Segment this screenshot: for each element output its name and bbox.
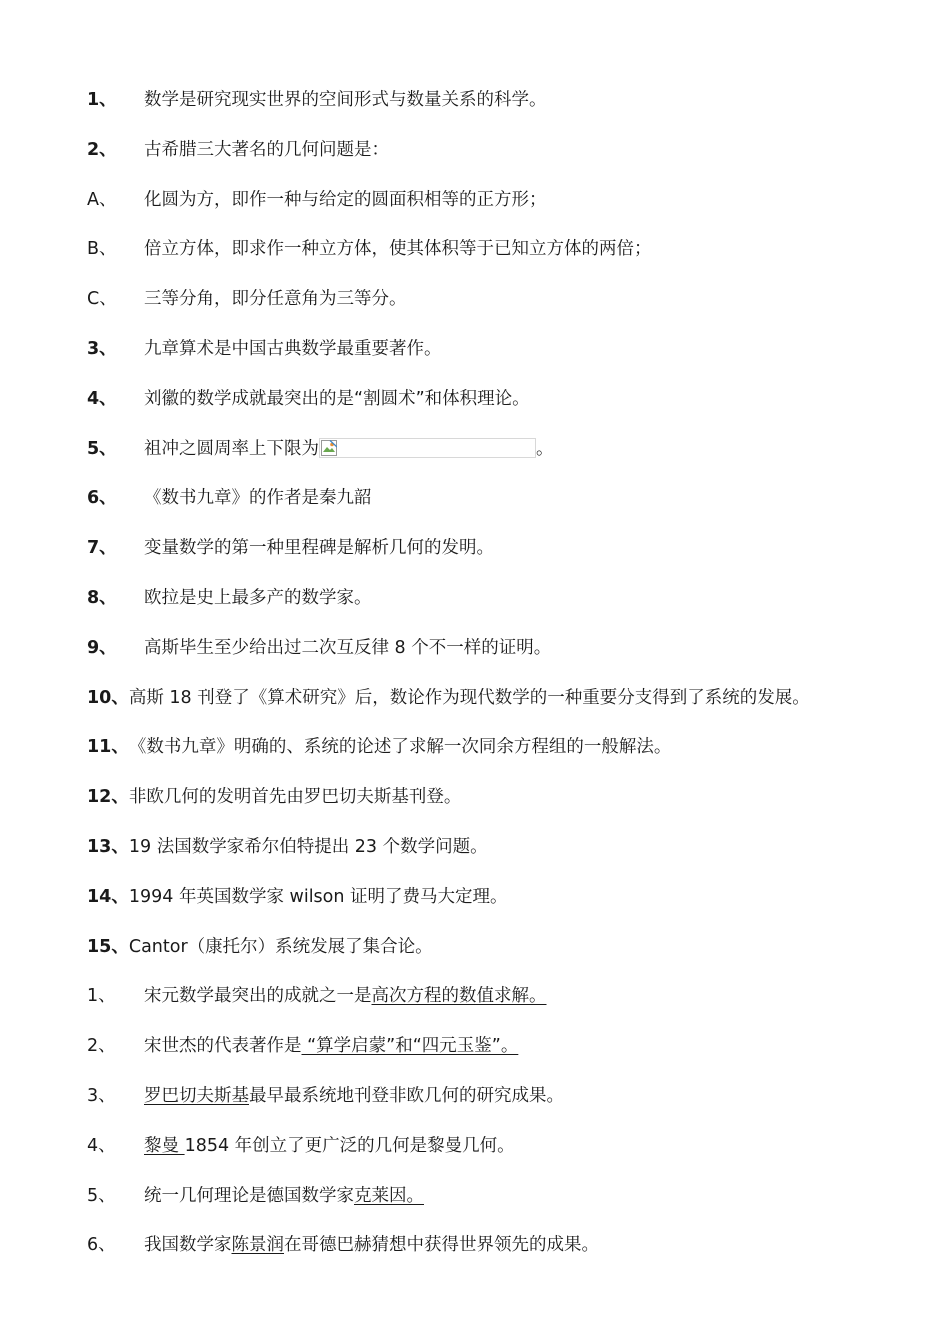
item-number: 2、 xyxy=(87,1036,116,1057)
item-text: 欧拉是史上最多产的数学家。 xyxy=(144,587,372,608)
list-item xyxy=(87,182,927,232)
list-item xyxy=(87,1028,927,1078)
item-text: 高斯 18 刊登了《算术研究》后，数论作为现代数学的一种重要分支得到了系统的发展。 xyxy=(128,687,810,708)
item-number: 5、 xyxy=(87,1185,116,1206)
item-number: 5、 xyxy=(87,438,117,459)
item-text: 1854 年创立了更广泛的几何是黎曼几何。 xyxy=(184,1135,515,1156)
item-text: Cantor（康托尔）系统发展了集合论。 xyxy=(128,936,433,957)
item-text: 最早最系统地刊登非欧几何的研究成果。 xyxy=(249,1085,564,1106)
list-item xyxy=(87,1227,927,1277)
item-text: 古希腊三大著名的几何问题是： xyxy=(144,139,389,160)
item-text: 。 xyxy=(536,438,554,459)
list-item xyxy=(87,630,927,680)
list-item xyxy=(87,480,927,530)
underlined-answer: “算学启蒙”和“四元玉鉴”。 xyxy=(301,1036,519,1057)
item-text: 化圆为方，即作一种与给定的圆面积相等的正方形； xyxy=(144,189,547,210)
item-text: 统一几何理论是德国数学家 xyxy=(144,1185,354,1206)
item-text: 《数书九章》明确的、系统的论述了求解一次同余方程组的一般解法。 xyxy=(128,737,672,758)
item-number: 10、 xyxy=(87,687,129,708)
item-number: 9、 xyxy=(87,637,117,658)
item-text: 1994 年英国数学家 wilson 证明了费马大定理。 xyxy=(128,886,508,907)
item-text: 数学是研究现实世界的空间形式与数量关系的科学。 xyxy=(144,90,547,110)
item-number: B、 xyxy=(87,239,117,260)
item-number: 12、 xyxy=(87,787,129,808)
list-item xyxy=(87,729,927,779)
item-text: 变量数学的第一种里程碑是解析几何的发明。 xyxy=(144,538,494,559)
document-body xyxy=(87,82,927,1277)
formula-image xyxy=(319,438,536,458)
list-item xyxy=(87,879,927,929)
item-number: 4、 xyxy=(87,388,117,409)
item-number: 11、 xyxy=(87,737,129,758)
item-number: 15、 xyxy=(87,936,129,957)
item-text: 倍立方体，即求作一种立方体，使其体积等于已知立方体的两倍； xyxy=(144,239,652,260)
list-item xyxy=(87,680,927,730)
item-number: 1、 xyxy=(87,986,116,1007)
item-text: 《数书九章》的作者是秦九韶 xyxy=(144,488,372,509)
item-text: 在哥德巴赫猜想中获得世界领先的成果。 xyxy=(284,1235,599,1256)
list-item xyxy=(87,829,927,879)
list-item xyxy=(87,1178,927,1228)
underlined-answer: 高次方程的数值求解。 xyxy=(371,986,547,1007)
item-number: 6、 xyxy=(87,1235,116,1256)
list-item xyxy=(87,431,927,481)
list-item xyxy=(87,580,927,630)
item-number: A、 xyxy=(87,189,117,210)
item-text: 祖冲之圆周率上下限为 xyxy=(144,438,319,459)
item-text: 三等分角，即分任意角为三等分。 xyxy=(144,289,407,310)
item-text: 宋元数学最突出的成就之一是 xyxy=(144,986,372,1007)
item-number: C、 xyxy=(87,289,117,310)
list-item xyxy=(87,331,927,381)
item-text: 高斯毕生至少给出过二次互反律 8 个不一样的证明。 xyxy=(144,637,552,658)
item-number: 1、 xyxy=(87,90,117,110)
item-text: 宋世杰的代表著作是 xyxy=(144,1036,302,1057)
underlined-answer: 黎曼 xyxy=(144,1135,185,1156)
broken-image-icon xyxy=(321,440,337,456)
item-number: 3、 xyxy=(87,1085,116,1106)
item-text: 非欧几何的发明首先由罗巴切夫斯基刊登。 xyxy=(128,787,462,808)
item-text: 我国数学家 xyxy=(144,1235,232,1256)
item-number: 13、 xyxy=(87,836,129,857)
list-item xyxy=(87,231,927,281)
item-number: 7、 xyxy=(87,538,117,559)
list-item xyxy=(87,779,927,829)
list-item xyxy=(87,82,927,132)
list-item xyxy=(87,1078,927,1128)
underlined-answer: 陈景润 xyxy=(231,1235,284,1256)
item-number: 2、 xyxy=(87,139,117,160)
item-number: 6、 xyxy=(87,488,117,509)
item-text: 九章算术是中国古典数学最重要著作。 xyxy=(144,338,442,359)
list-item xyxy=(87,1128,927,1178)
list-item xyxy=(87,381,927,431)
item-number: 4、 xyxy=(87,1135,116,1156)
item-number: 3、 xyxy=(87,338,117,359)
underlined-answer: 罗巴切夫斯基 xyxy=(144,1085,249,1106)
item-number: 8、 xyxy=(87,587,117,608)
item-text: 19 法国数学家希尔伯特提出 23 个数学问题。 xyxy=(128,836,488,857)
list-item xyxy=(87,132,927,182)
list-item xyxy=(87,281,927,331)
item-text: 刘徽的数学成就最突出的是“割圆术”和体积理论。 xyxy=(144,388,530,409)
list-item xyxy=(87,530,927,580)
list-item xyxy=(87,978,927,1028)
underlined-answer: 克莱因。 xyxy=(354,1185,424,1206)
list-item xyxy=(87,929,927,979)
item-number: 14、 xyxy=(87,886,129,907)
